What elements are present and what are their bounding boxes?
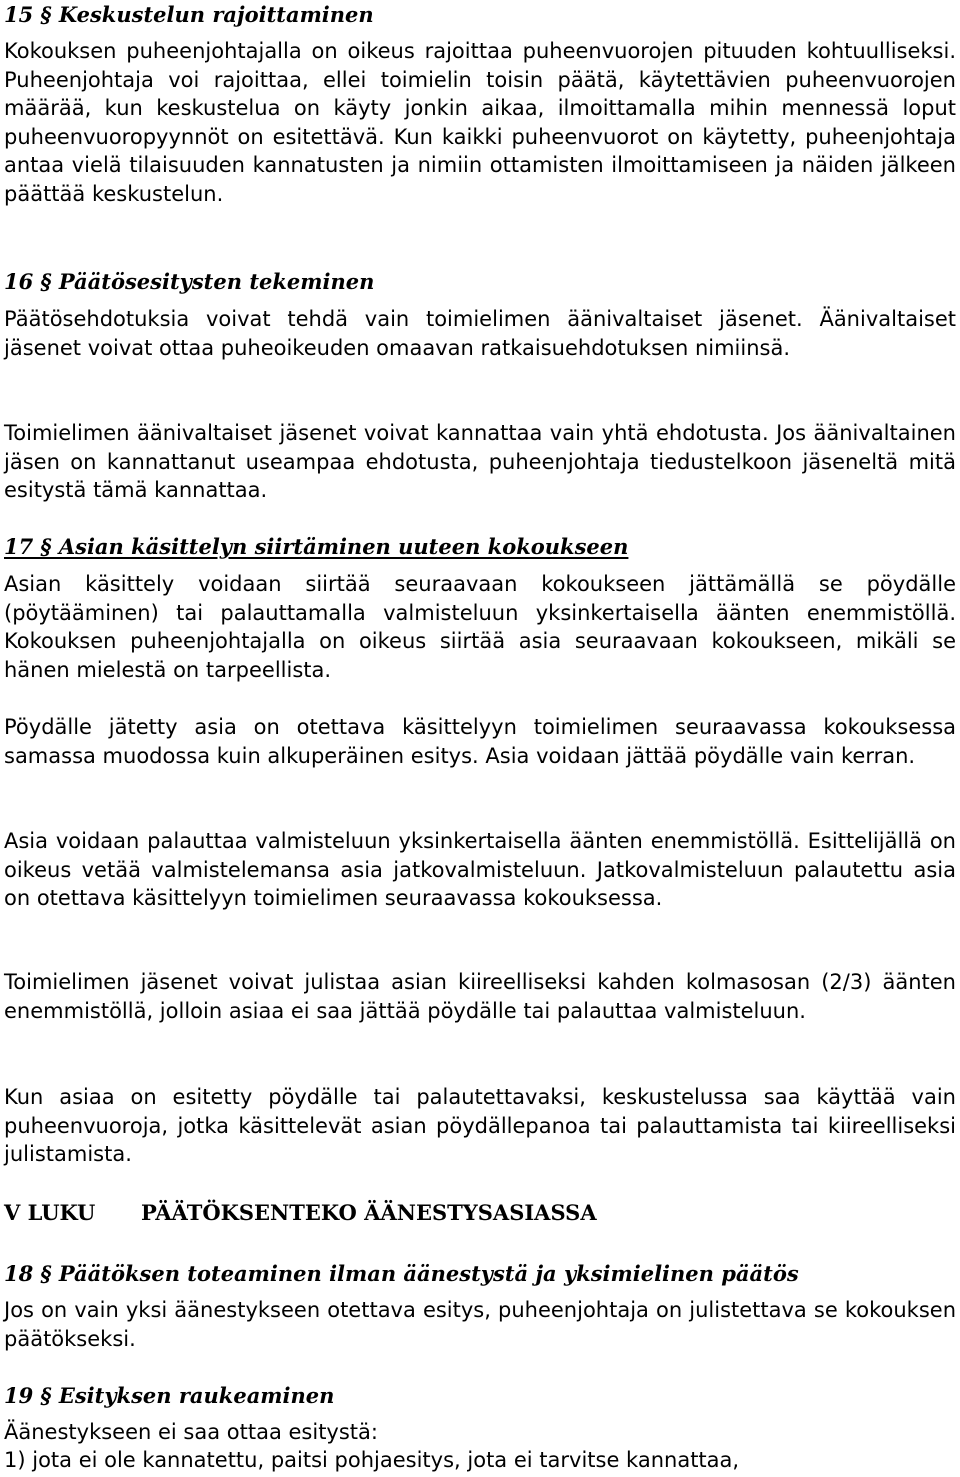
paragraph-19-intro: Äänestykseen ei saa ottaa esitystä: — [4, 1420, 378, 1444]
paragraph-17-3: Asia voidaan palauttaa valmisteluun yksinkertaisella äänten enemmistöllä. Esittelijällä on oikeus vetää valmistelemansa asia jatkovalmisteluun. Jatkovalmisteluun palautettu asia on otettava käsittelyyn toimielimen seuraavassa kokouksessa. — [4, 829, 956, 911]
paragraph-15-1: Kokouksen puheenjohtajalla on oikeus rajoittaa puheenvuorojen pituuden kohtuulliseksi. Puheenjohtaja voi rajoittaa, ellei toimielin toisin päätä, käytettävien puheenvuorojen määrää, kun keskustelua on käyty jonkin aikaa, ilmoittamalla mihin mennessä loput puheenvuoropyynnöt on esitettävä. Kun kaikki puheenvuorot on käytetty, puheenjohtaja antaa vielä tilaisuuden kannatusten ja nimiin ottamisten ilmoittamiseen ja näiden jälkeen päättää keskustelun. — [4, 39, 956, 206]
chapter-number: V LUKU — [4, 1200, 96, 1225]
paragraph-16-1: Päätösehdotuksia voivat tehdä vain toimielimen äänivaltaiset jäsenet. Äänivaltaiset jäsenet voivat ottaa puheoikeuden omaavan ratkaisuehdotuksen nimiinsä. — [4, 307, 956, 360]
list-item-19-1: 1) jota ei ole kannatettu, paitsi pohjaesitys, jota ei tarvitse kannattaa, — [4, 1448, 740, 1472]
paragraph-18-1: Jos on vain yksi äänestykseen otettava esitys, puheenjohtaja on julistettava se kokouksen päätökseksi. — [4, 1298, 956, 1351]
paragraph-17-5: Kun asiaa on esitetty pöydälle tai palautettavaksi, keskustelussa saa käyttää vain puheenvuoroja, jotka käsittelevät asian pöydällepanoa tai palauttamista tai kiireelliseksi julistamista. — [4, 1085, 956, 1167]
section-heading-15: 15 § Keskustelun rajoittaminen — [4, 2, 374, 27]
paragraph-17-1: Asian käsittely voidaan siirtää seuraavaan kokoukseen jättämällä se pöydälle (pöytääminen) tai palauttamalla valmisteluun yksinkertaisella äänten enemmistöllä. Kokouksen puheenjohtajalla on oikeus siirtää asia seuraavaan kokoukseen, mikäli se hänen mielestä on tarpeellista. — [4, 572, 956, 682]
chapter-title: PÄÄTÖKSENTEKO ÄÄNESTYSASIASSA — [141, 1200, 597, 1225]
paragraph-17-4: Toimielimen jäsenet voivat julistaa asian kiireelliseksi kahden kolmasosan (2/3) äänten enemmistöllä, jolloin asiaa ei saa jättää pöydälle tai palauttaa valmisteluun. — [4, 970, 956, 1023]
paragraph-16-2: Toimielimen äänivaltaiset jäsenet voivat kannattaa vain yhtä ehdotusta. Jos äänivaltainen jäsen on kannattanut useampaa ehdotusta, puheenjohtaja tiedustelkoon jäseneltä mitä esitystä tämä kannattaa. — [4, 421, 956, 503]
chapter-heading — [4, 1199, 597, 1227]
section-heading-16: 16 § Päätösesitysten tekeminen — [4, 269, 375, 294]
section-heading-19: 19 § Esityksen raukeaminen — [4, 1383, 335, 1408]
section-heading-18: 18 § Päätöksen toteaminen ilman äänestystä ja yksimielinen päätös — [4, 1261, 799, 1286]
paragraph-17-2: Pöydälle jätetty asia on otettava käsittelyyn toimielimen seuraavassa kokouksessa samassa muodossa kuin alkuperäinen esitys. Asia voidaan jättää pöydälle vain kerran. — [4, 715, 956, 768]
section-heading-17: 17 § Asian käsittelyn siirtäminen uuteen kokoukseen — [4, 534, 629, 559]
